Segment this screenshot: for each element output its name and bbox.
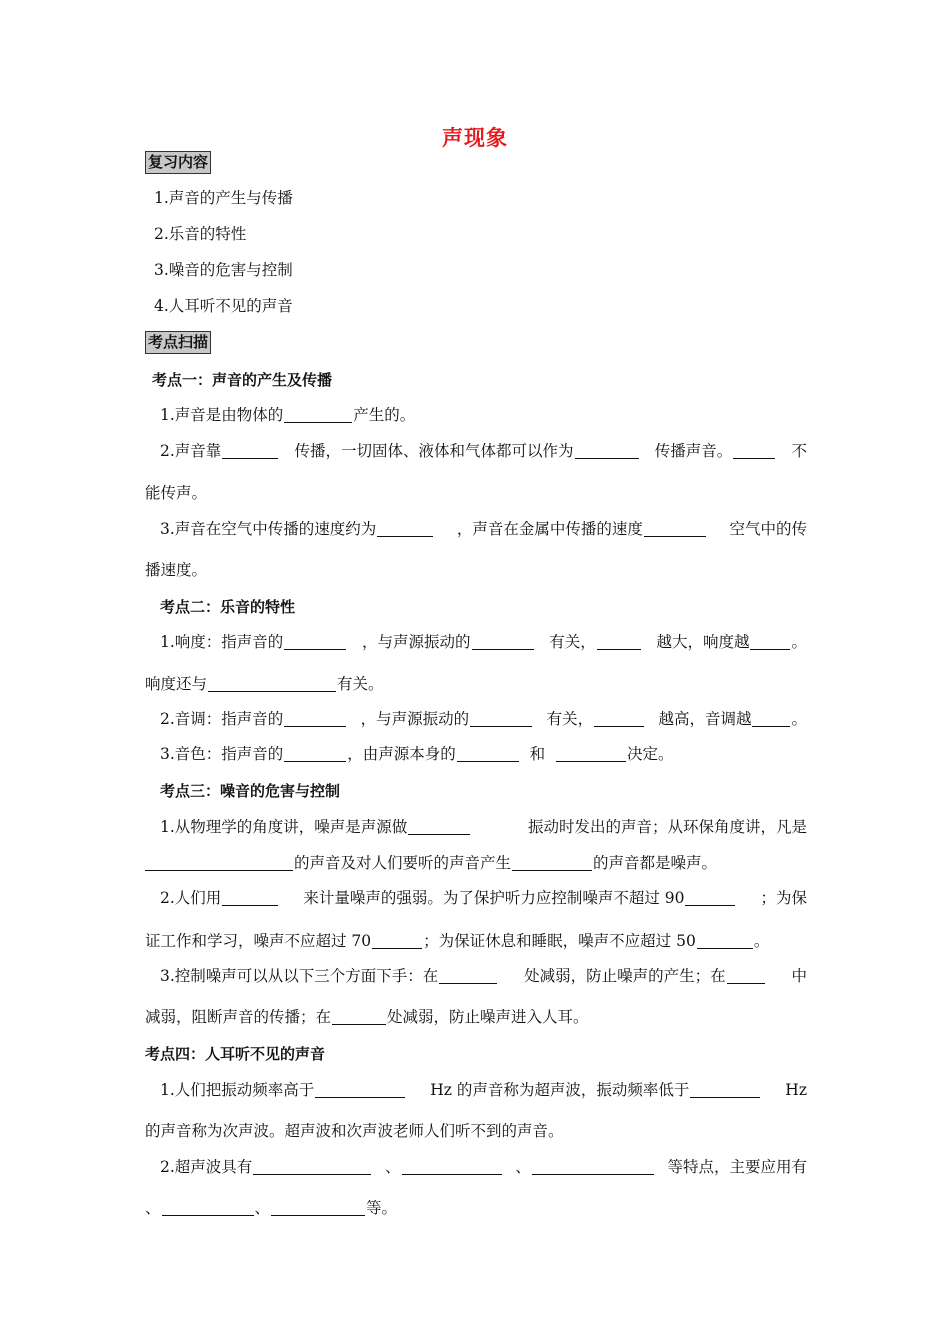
answer-blank[interactable] <box>752 710 790 727</box>
answer-blank[interactable] <box>162 1199 254 1216</box>
answer-blank[interactable] <box>532 1158 654 1175</box>
review-heading: 复习内容 <box>145 151 211 174</box>
question-4-2: 2.超声波具有 、 、 等特点，主要应用有 <box>160 1158 807 1176</box>
page-title: 声现象 <box>442 126 508 150</box>
answer-blank[interactable] <box>377 520 433 537</box>
question-4-2-cont: 、 、 等。 <box>145 1199 398 1217</box>
answer-blank[interactable] <box>457 745 519 762</box>
answer-blank[interactable] <box>315 1081 405 1098</box>
answer-blank[interactable] <box>408 818 470 835</box>
question-1-3-cont: 播速度。 <box>145 561 208 579</box>
question-2-1: 1.响度：指声音的 ，与声源振动的 有关， 越大，响度越 。 <box>160 633 807 651</box>
question-1-1: 1.声音是由物体的 产生的。 <box>160 406 416 424</box>
review-item: 1.声音的产生与传播 <box>154 189 293 207</box>
answer-blank[interactable] <box>222 442 278 459</box>
question-4-1: 1.人们把振动频率高于 Hz 的声音称为超声波，振动频率低于 Hz <box>160 1081 807 1099</box>
answer-blank[interactable] <box>575 442 639 459</box>
answer-blank[interactable] <box>556 745 626 762</box>
answer-blank[interactable] <box>439 967 497 984</box>
answer-blank[interactable] <box>727 967 765 984</box>
answer-blank[interactable] <box>750 633 790 650</box>
point-4-title: 考点四：人耳听不见的声音 <box>145 1045 326 1063</box>
question-3-1-cont: 的声音及对人们要听的声音产生 的声音都是噪声。 <box>145 852 717 874</box>
answer-blank[interactable] <box>690 1081 760 1098</box>
question-1-3: 3.声音在空气中传播的速度约为 ，声音在金属中传播的速度 空气中的传 <box>160 520 807 538</box>
question-1-2-cont: 能传声。 <box>145 484 208 502</box>
question-2-2: 2.音调：指声音的 ，与声源振动的 有关， 越高，音调越 。 <box>160 710 807 728</box>
answer-blank[interactable] <box>284 406 352 423</box>
answer-blank[interactable] <box>208 675 336 692</box>
point-3-title: 考点三：噪音的危害与控制 <box>160 782 341 800</box>
question-3-2: 2.人们用 来计量噪声的强弱。为了保护听力应控制噪声不超过 90 ；为保 <box>160 889 807 907</box>
point-2-title: 考点二：乐音的特性 <box>160 598 296 616</box>
answer-blank[interactable] <box>402 1158 502 1175</box>
answer-blank[interactable] <box>472 633 534 650</box>
question-3-2-cont: 证工作和学习，噪声不应超过 70 ；为保证休息和睡眠，噪声不应超过 50 。 <box>145 932 770 950</box>
question-4-1-cont: 的声音称为次声波。超声波和次声波老师人们听不到的声音。 <box>145 1122 564 1140</box>
answer-blank[interactable] <box>597 633 641 650</box>
question-3-3-cont: 减弱，阻断声音的传播；在 处减弱，防止噪声进入人耳。 <box>145 1008 589 1026</box>
answer-blank[interactable] <box>284 745 346 762</box>
review-item: 3.噪音的危害与控制 <box>154 261 293 279</box>
answer-blank[interactable] <box>685 889 735 906</box>
question-2-1-cont: 响度还与 有关。 <box>145 675 384 693</box>
answer-blank[interactable] <box>697 932 753 949</box>
answer-blank[interactable] <box>284 633 346 650</box>
answer-blank[interactable] <box>271 1199 365 1216</box>
review-item: 2.乐音的特性 <box>154 225 247 243</box>
answer-blank[interactable] <box>470 710 532 727</box>
answer-blank[interactable] <box>733 442 775 459</box>
answer-blank[interactable] <box>644 520 706 537</box>
answer-blank[interactable] <box>594 710 644 727</box>
answer-blank[interactable] <box>222 889 278 906</box>
answer-blank[interactable] <box>332 1008 386 1025</box>
answer-blank[interactable] <box>372 932 422 949</box>
question-3-1: 1.从物理学的角度讲，噪声是声源做 振动时发出的声音；从环保角度讲，凡是 <box>160 818 807 836</box>
question-1-2: 2.声音靠 传播，一切固体、液体和气体都可以作为 传播声音。 不 <box>160 442 807 460</box>
answer-blank[interactable] <box>284 710 346 727</box>
scan-heading: 考点扫描 <box>145 331 211 354</box>
review-item: 4.人耳听不见的声音 <box>154 297 293 315</box>
question-2-3: 3.音色：指声音的 ，由声源本身的 和 决定。 <box>160 745 674 763</box>
answer-blank[interactable] <box>253 1158 371 1175</box>
answer-blank[interactable] <box>512 854 592 871</box>
answer-blank[interactable] <box>145 854 293 871</box>
point-1-title: 考点一：声音的产生及传播 <box>152 371 333 389</box>
question-3-3: 3.控制噪声可以从以下三个方面下手：在 处减弱，防止噪声的产生；在 中 <box>160 967 807 985</box>
